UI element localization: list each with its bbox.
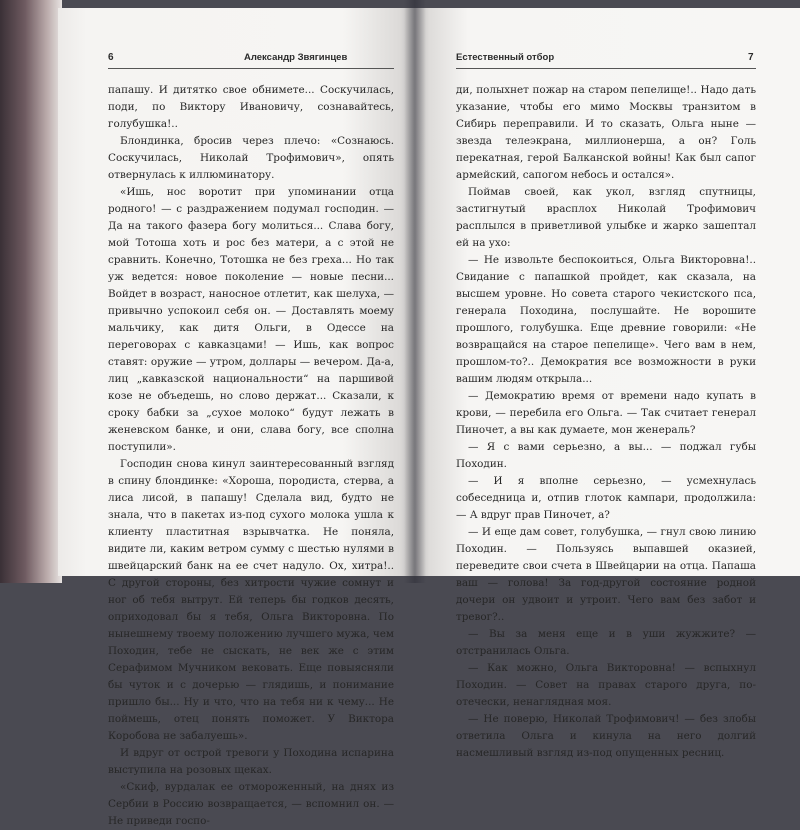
- paragraph: Господин снова кинул заинтересованный взгляд в спину блондинке: «Хороша, породиста, стерва, а лиса лисой, в папашу! Сделала вид, будто не знала, что в пакетах из-под сухого молока ушла к клиенту пластитная взрывчатка. Не поняла, видите ли, каким ветром сумму с шестью нулями в швейцарский банк на ее счет надуло. Ох, хитра!.. С другой стороны, без хитрости чужие сомнут и ног об тебя вытрут. Ей теперь бы годков десять, оприходовал бы я тебя, Ольга Викторовна. По нынешнему твоему положению лучшего мужа, чем Походин, тебе не сыскать, не век же с этим Серафимом Мучником вековать. Еще повыясняли бы чуток и с дочерью — глядишь, и понимание пришло бы... Ну и что, что на тебя ни к чему... Не поймешь, отец понять поможет. У Виктора Коробова не забалуешь».: [108, 458, 395, 742]
- paragraph: Блондинка, бросив через плечо: «Сознаюсь. Соскучилась, Николай Трофимович», опять отвернулась к иллюминатору.: [108, 135, 394, 181]
- paragraph: «Ишь, нос воротит при упоминании отца родного! — с раздражением подумал господин. — Да на такого фазера богу молиться... Слава богу, мой Тотоша хоть и рос без матери, а с этой не сравнить. Конечно, Тотошка не без греха... Но так уж ведется: новое поколение — новые песни... Войдет в возраст, наносное отлетит, как шелуха, — привычно успокоил себя он. — Доставлять моему мальчику, как дитя Ольги, в Одессе на переговорах с кавказцами! — Ишь, как вопрос ставят: оружие — утром, доллары — вечером. Да-а, лиц „кавказской национальности“ на паршивой козе не объедешь, но слово держат... Сказали, к сроку бабки за „сухое молоко“ будут лежать в женевском банке, и они, слава богу, все сполна поступили».: [108, 186, 394, 453]
- paragraph: папашу. И дитятко свое обнимете... Соскучилась, поди, по Виктору Ивановичу, сознавайтесь, голубушка!..: [108, 84, 394, 130]
- paragraph: — Не извольте беспокоиться, Ольга Викторовна!.. Свидание с папашкой пройдет, как сказала, на высшем уровне. Но совета старого чекистского пса, генерала Походина, послушайте. Не ворошите прошлого, голубушка. Еще древние говорили: «Не возвращайся на старое пепелище». Чего вам в нем, прошлом-то?.. Демократия все возможности в руки вашим людям открыла...: [456, 254, 756, 385]
- left-page: [58, 8, 414, 827]
- paragraph: — Я с вами серьезно, а вы... — поджал губы Походин.: [456, 441, 756, 470]
- paragraph: ди, полыхнет пожар на старом пепелище!.. Надо дать указание, чтобы его мимо Москвы транзитом в Сибирь переправили. И то сказать, Ольга ныне — звезда телеэкрана, миллионерша, а он? Голь перекатная, герой Балканской войны! Как был сапог армейский, сапогом небось и остался».: [456, 84, 756, 181]
- paragraph: «Скиф, вурдалак ее отмороженный, на днях из Сербии в Россию возвращается, — вспомнил он. — Не приведи госпо-: [108, 781, 394, 827]
- paragraph: — Как можно, Ольга Викторовна! — вспыхнул Походин. — Совет на правах старого друга, по-отечески, ненаглядная моя.: [456, 662, 756, 708]
- paragraph: — И я вполне серьезно, — усмехнулась собеседница и, отпив глоток кампари, продолжила: — А вдруг прав Пиночет, а?: [456, 475, 756, 521]
- page-text: [456, 82, 756, 762]
- book-edge: [0, 0, 62, 583]
- right-page: [414, 8, 800, 759]
- header-rule: [456, 68, 756, 69]
- running-head: Александр Звягинцев: [244, 52, 348, 63]
- paragraph: — Демократию время от времени надо купать в крови, — перебила его Ольга. — Так считает генерал Пиночет, а вы как думаете, мон женераль?: [456, 390, 756, 436]
- paragraph: — И еще дам совет, голубушка, — гнул свою линию Походин. — Пользуясь выпавшей оказией, переведите свои счета в Швейцарии на отца. Папаша ваш — голова! За год-другой состояние родной дочери он удвоит и утроит. Чего вам без забот и тревог?..: [456, 526, 756, 623]
- page-text: [108, 82, 394, 830]
- page-number: 7: [748, 52, 754, 63]
- paragraph: Поймав своей, как укол, взгляд спутницы, застигнутый врасплох Николай Трофимович расплылся в приветливой улыбке и жарко зашептал ей на ухо:: [456, 186, 756, 249]
- paragraph: И вдруг от острой тревоги у Походина испарина выступила на розовых щеках.: [108, 747, 394, 776]
- header-rule: [108, 68, 394, 69]
- paragraph: — Не поверю, Николай Трофимович! — без злобы ответила Ольга и кинула на него долгий насмешливый взгляд из-под опущенных ресниц.: [456, 713, 756, 759]
- book-gutter-shadow: [404, 0, 426, 583]
- running-head: Естественный отбор: [456, 52, 555, 63]
- page-number: 6: [108, 52, 114, 63]
- paragraph: — Вы за меня еще и в уши жужжите? — отстранилась Ольга.: [456, 628, 756, 657]
